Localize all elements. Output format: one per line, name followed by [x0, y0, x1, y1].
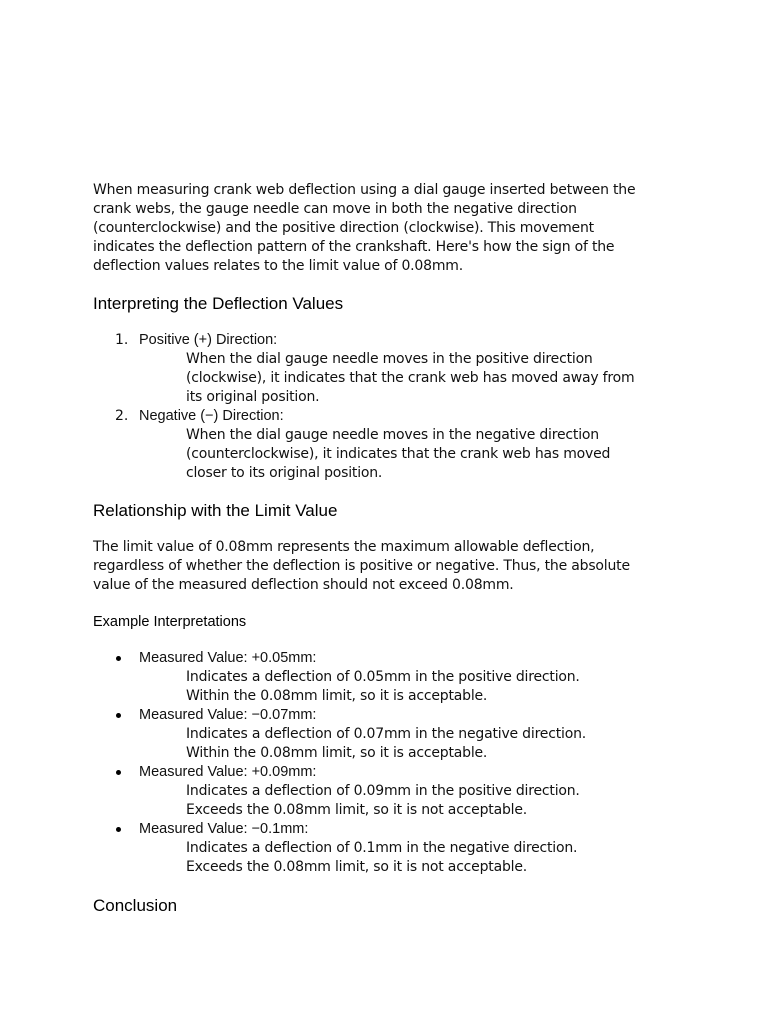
intro-paragraph [93, 181, 678, 276]
intro-line: When measuring crank web deflection using a dial gauge inserted between the [93, 182, 636, 198]
item-description-line: Exceeds the 0.08mm limit, so it is not acceptable. [186, 802, 527, 818]
item-title: Measured Value: −0.07mm: [139, 707, 317, 723]
item-description-line: Indicates a deflection of 0.07mm in the negative direction. [186, 726, 586, 742]
section-heading-relationship: Relationship with the Limit Value [93, 501, 338, 520]
item-title: Negative (−) Direction: [139, 408, 284, 424]
limit-line: The limit value of 0.08mm represents the maximum allowable deflection, [93, 539, 595, 555]
numbered-list-item-negative [93, 407, 678, 483]
item-description [139, 668, 678, 706]
numbered-list-item-positive [93, 331, 678, 407]
bullet-icon [116, 656, 121, 661]
item-description-line: Exceeds the 0.08mm limit, so it is not acceptable. [186, 859, 527, 875]
intro-line: crank webs, the gauge needle can move in both the negative direction [93, 201, 577, 217]
bullet-icon [116, 770, 121, 775]
bullet-list-item [93, 706, 678, 763]
bullet-list-item [93, 763, 678, 820]
item-description [139, 839, 678, 877]
list-number: 1. [115, 332, 129, 348]
item-description [139, 426, 678, 483]
item-description-line: its original position. [186, 389, 320, 405]
item-description [139, 350, 678, 407]
item-description-line: Indicates a deflection of 0.1mm in the negative direction. [186, 840, 578, 856]
bullet-icon [116, 713, 121, 718]
item-title: Positive (+) Direction: [139, 332, 278, 348]
item-title: Measured Value: +0.05mm: [139, 650, 317, 666]
item-title: Measured Value: +0.09mm: [139, 764, 317, 780]
item-description-line: closer to its original position. [186, 465, 383, 481]
document-page [93, 181, 678, 917]
limit-line: regardless of whether the deflection is positive or negative. Thus, the absolute [93, 558, 630, 574]
item-description [139, 725, 678, 763]
section-heading-conclusion: Conclusion [93, 896, 178, 915]
item-description-line: Indicates a deflection of 0.09mm in the positive direction. [186, 783, 580, 799]
item-description-line: Within the 0.08mm limit, so it is acceptable. [186, 688, 488, 704]
item-description-line: Indicates a deflection of 0.05mm in the positive direction. [186, 669, 580, 685]
item-description-line: When the dial gauge needle moves in the negative direction [186, 427, 599, 443]
section-heading-examples: Example Interpretations [93, 614, 247, 630]
section-heading-interpreting: Interpreting the Deflection Values [93, 294, 344, 313]
limit-line: value of the measured deflection should not exceed 0.08mm. [93, 577, 514, 593]
intro-line: indicates the deflection pattern of the crankshaft. Here's how the sign of the [93, 239, 615, 255]
item-description-line: (counterclockwise), it indicates that the crank web has moved [186, 446, 611, 462]
bullet-icon [116, 827, 121, 832]
list-number: 2. [115, 408, 129, 424]
intro-line: deflection values relates to the limit value of 0.08mm. [93, 258, 463, 274]
item-description-line: When the dial gauge needle moves in the positive direction [186, 351, 593, 367]
item-description [139, 782, 678, 820]
intro-line: (counterclockwise) and the positive direction (clockwise). This movement [93, 220, 594, 236]
item-title: Measured Value: −0.1mm: [139, 821, 309, 837]
limit-paragraph [93, 538, 678, 595]
item-description-line: (clockwise), it indicates that the crank web has moved away from [186, 370, 635, 386]
bullet-list-item [93, 649, 678, 706]
item-description-line: Within the 0.08mm limit, so it is acceptable. [186, 745, 488, 761]
bullet-list-item [93, 820, 678, 877]
